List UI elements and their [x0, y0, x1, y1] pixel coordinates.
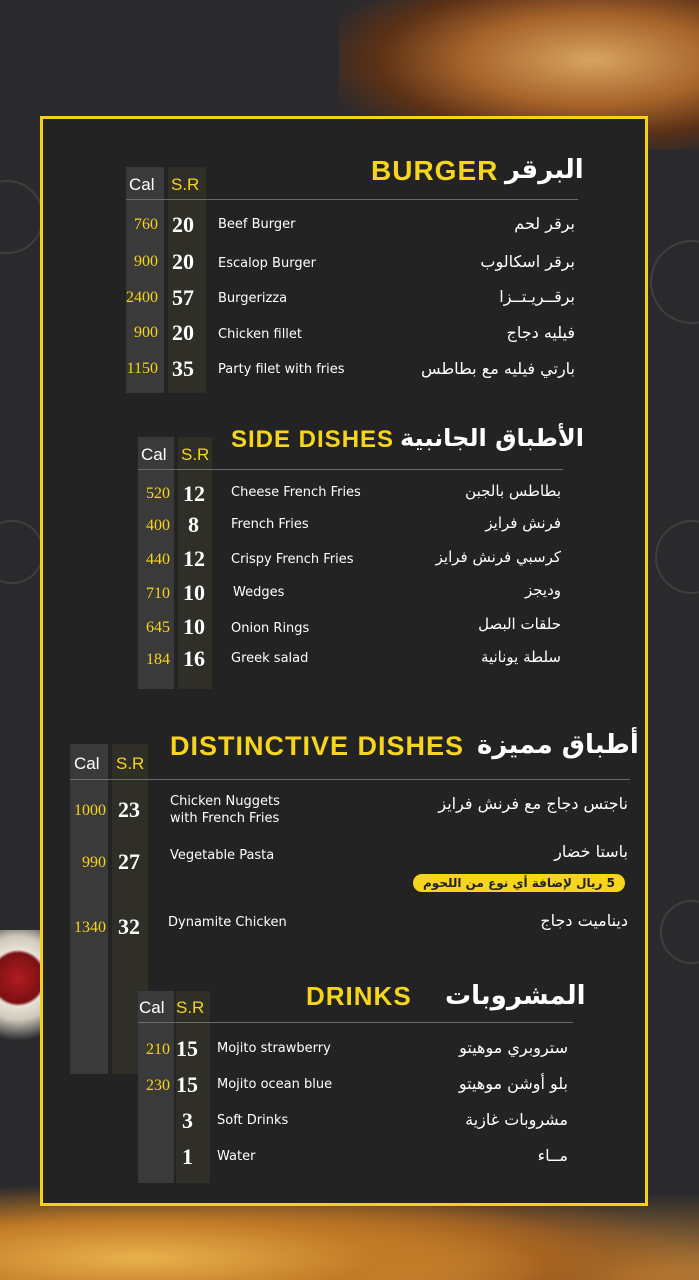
item-name-en: Escalop Burger — [218, 256, 316, 271]
item-name-en: Greek salad — [231, 651, 309, 666]
doodle-decoration — [655, 520, 699, 594]
drinks-title-ar: المشروبات — [445, 981, 586, 1011]
item-name-en: Soft Drinks — [217, 1113, 289, 1128]
item-price: 15 — [176, 1072, 198, 1097]
price-header: S.R — [176, 998, 205, 1017]
cal-header: Cal — [129, 175, 155, 194]
item-calories: 1150 — [126, 360, 158, 377]
item-name-en: Chicken Nuggets — [170, 794, 280, 809]
item-price: 35 — [172, 356, 194, 381]
meat-addon-note: 5 ريال لإضافة أي نوع من اللحوم — [413, 874, 625, 892]
item-name-en: Dynamite Chicken — [168, 915, 287, 930]
cal-header: Cal — [74, 754, 100, 773]
item-calories: 400 — [146, 517, 170, 534]
item-name-ar: وديجز — [524, 581, 561, 599]
item-calories: 710 — [146, 585, 170, 602]
item-name-en: Wedges — [233, 585, 285, 600]
doodle-decoration — [0, 520, 44, 584]
item-name-ar: بلو أوشن موهيتو — [458, 1074, 568, 1093]
price-header: S.R — [181, 445, 210, 464]
item-name-en: Mojito strawberry — [217, 1041, 331, 1056]
distinctive-title-ar: أطباق مميزة — [477, 730, 639, 760]
divider — [138, 1022, 573, 1023]
item-name-en: Chicken fillet — [218, 327, 303, 342]
item-calories: 990 — [82, 854, 106, 871]
item-price: 8 — [188, 512, 199, 537]
item-name-ar: برقــريـتــزا — [499, 287, 575, 306]
item-name-ar: سلطة يونانية — [480, 648, 561, 666]
item-name-ar: مشروبات غازية — [465, 1110, 568, 1129]
doodle-decoration — [650, 240, 699, 324]
item-name-ar: مــاء — [537, 1146, 568, 1165]
item-calories: 645 — [146, 619, 170, 636]
item-name-en: Water — [217, 1149, 256, 1164]
item-price: 20 — [172, 212, 194, 237]
item-price: 15 — [176, 1036, 198, 1061]
item-price: 16 — [183, 646, 205, 671]
side-dishes-title-en: SIDE DISHES — [231, 426, 395, 453]
item-name-ar: بطاطس بالجبن — [465, 482, 561, 500]
cal-header: Cal — [141, 445, 167, 464]
item-name-ar: برقر لحم — [514, 214, 575, 233]
item-calories: 230 — [146, 1077, 170, 1094]
divider — [138, 469, 563, 470]
distinctive-title-en: DISTINCTIVE DISHES — [170, 731, 465, 761]
item-name-en: Crispy French Fries — [231, 552, 354, 567]
item-name-ar: برقر اسكالوب — [480, 252, 575, 271]
item-price: 20 — [172, 249, 194, 274]
burger-title-ar: البرقر — [505, 155, 584, 185]
item-name-ar: ناجتس دجاج مع فرنش فرايز — [438, 794, 628, 813]
item-price: 57 — [172, 285, 194, 310]
item-name-en: Mojito ocean blue — [217, 1077, 333, 1092]
item-name-en: Vegetable Pasta — [170, 848, 275, 863]
item-name-ar: ستروبري موهيتو — [459, 1038, 568, 1057]
item-price: 27 — [118, 849, 140, 874]
price-header: S.R — [171, 175, 200, 194]
item-name-en-line2: with French Fries — [170, 811, 280, 826]
price-header: S.R — [116, 754, 145, 773]
item-name-en: Party filet with fries — [218, 362, 345, 377]
drinks-title-en: DRINKS — [306, 981, 412, 1011]
item-calories: 1340 — [74, 919, 106, 936]
cal-header: Cal — [139, 998, 165, 1017]
item-calories: 900 — [134, 253, 158, 270]
item-calories: 210 — [146, 1041, 170, 1058]
item-price: 10 — [183, 614, 205, 639]
item-calories: 1000 — [74, 802, 106, 819]
item-name-ar: ديناميت دجاج — [540, 911, 628, 930]
item-calories: 2400 — [126, 289, 158, 306]
item-name-ar: باستا خضار — [554, 842, 628, 861]
divider — [70, 779, 630, 780]
cal-column — [70, 744, 108, 1074]
item-price: 23 — [118, 797, 140, 822]
side-dishes-title-ar: الأطباق الجانبية — [400, 424, 585, 452]
item-name-en: French Fries — [231, 517, 309, 532]
item-calories: 520 — [146, 485, 170, 502]
item-name-en: Burgerizza — [218, 291, 288, 306]
item-name-ar: فرنش فرايز — [485, 514, 561, 532]
item-price: 3 — [182, 1108, 193, 1133]
doodle-decoration — [0, 180, 44, 254]
burger-title-en: BURGER — [371, 155, 499, 186]
item-price: 12 — [183, 481, 205, 506]
divider — [126, 199, 578, 200]
item-name-en: Cheese French Fries — [231, 485, 361, 500]
item-name-en: Beef Burger — [218, 217, 296, 232]
doodle-decoration — [660, 900, 699, 964]
item-price: 1 — [182, 1144, 193, 1169]
item-price: 20 — [172, 320, 194, 345]
item-name-ar: كرسبي فرنش فرايز — [435, 548, 561, 566]
item-price: 32 — [118, 914, 140, 939]
item-price: 10 — [183, 580, 205, 605]
item-price: 12 — [183, 546, 205, 571]
item-calories: 760 — [134, 216, 158, 233]
item-name-ar: بارتي فيليه مع بطاطس — [421, 359, 575, 378]
item-name-ar: فيليه دجاج — [506, 323, 575, 342]
item-name-en: Onion Rings — [231, 621, 310, 636]
item-calories: 900 — [134, 324, 158, 341]
item-calories: 184 — [146, 651, 170, 668]
item-name-ar: حلقات البصل — [478, 615, 561, 633]
menu-panel — [40, 116, 648, 1206]
item-calories: 440 — [146, 551, 170, 568]
